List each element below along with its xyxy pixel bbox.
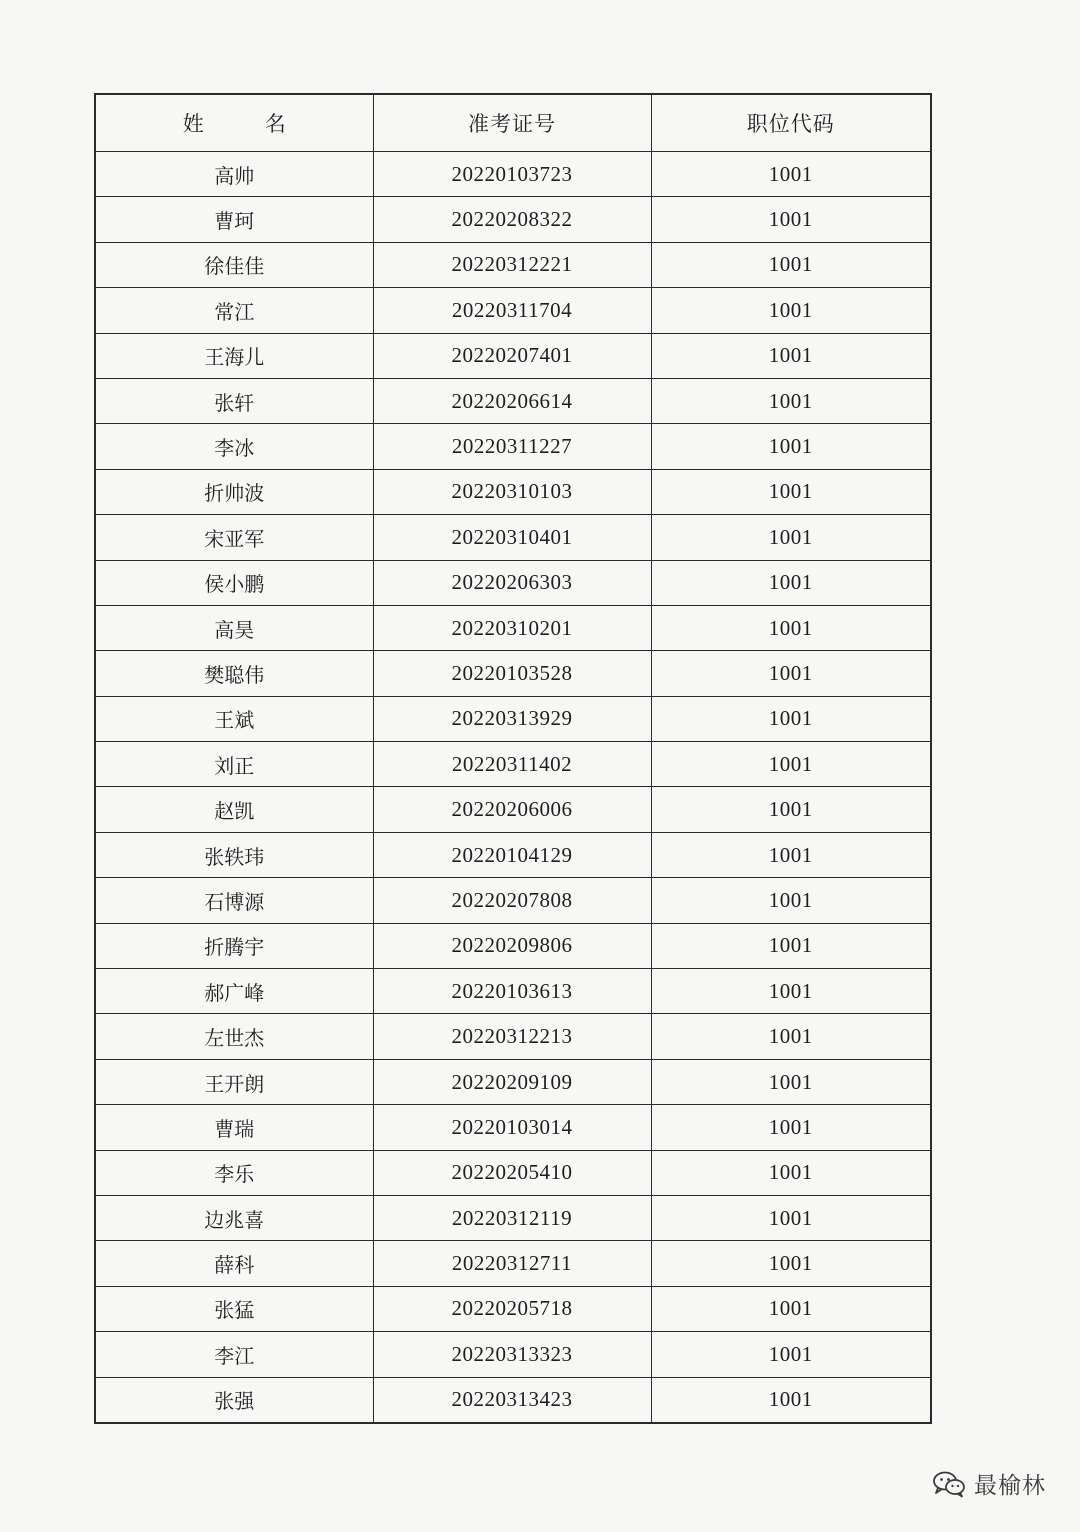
cell-position-code: 1001 — [651, 832, 931, 877]
cell-position-code: 1001 — [651, 424, 931, 469]
cell-exam-number: 20220313323 — [373, 1332, 651, 1377]
cell-exam-number: 20220313929 — [373, 696, 651, 741]
cell-position-code: 1001 — [651, 333, 931, 378]
table-row — [95, 242, 931, 287]
cell-exam-number: 20220205718 — [373, 1286, 651, 1331]
cell-position-code: 1001 — [651, 242, 931, 287]
table-row — [95, 1014, 931, 1059]
cell-position-code: 1001 — [651, 1332, 931, 1377]
table-header — [95, 94, 931, 152]
cell-position-code: 1001 — [651, 1014, 931, 1059]
cell-exam-number: 20220312221 — [373, 242, 651, 287]
cell-name: 王海儿 — [95, 333, 373, 378]
table-row — [95, 1241, 931, 1286]
cell-name: 张轶玮 — [95, 832, 373, 877]
cell-exam-number: 20220310401 — [373, 515, 651, 560]
table-row — [95, 696, 931, 741]
cell-exam-number: 20220103613 — [373, 969, 651, 1014]
cell-name: 郝广峰 — [95, 969, 373, 1014]
cell-exam-number: 20220311402 — [373, 742, 651, 787]
cell-position-code: 1001 — [651, 651, 931, 696]
cell-name: 曹珂 — [95, 197, 373, 242]
table-row — [95, 515, 931, 560]
cell-position-code: 1001 — [651, 605, 931, 650]
cell-name: 张猛 — [95, 1286, 373, 1331]
table-row — [95, 787, 931, 832]
cell-name: 石博源 — [95, 878, 373, 923]
cell-exam-number: 20220207808 — [373, 878, 651, 923]
table-row — [95, 1377, 931, 1423]
table-row — [95, 1195, 931, 1240]
cell-exam-number: 20220313423 — [373, 1377, 651, 1423]
cell-name: 宋亚军 — [95, 515, 373, 560]
cell-name: 曹瑞 — [95, 1105, 373, 1150]
cell-name: 赵凯 — [95, 787, 373, 832]
cell-exam-number: 20220103014 — [373, 1105, 651, 1150]
table-row — [95, 197, 931, 242]
cell-name: 李乐 — [95, 1150, 373, 1195]
table-row — [95, 1286, 931, 1331]
cell-exam-number: 20220209109 — [373, 1059, 651, 1104]
cell-name: 折帅波 — [95, 469, 373, 514]
cell-name: 王斌 — [95, 696, 373, 741]
header-row — [95, 94, 931, 152]
cell-name: 薛科 — [95, 1241, 373, 1286]
cell-exam-number: 20220104129 — [373, 832, 651, 877]
cell-position-code: 1001 — [651, 1059, 931, 1104]
cell-exam-number: 20220310201 — [373, 605, 651, 650]
table-row — [95, 1150, 931, 1195]
cell-exam-number: 20220209806 — [373, 923, 651, 968]
cell-position-code: 1001 — [651, 197, 931, 242]
cell-name: 李江 — [95, 1332, 373, 1377]
header-exam-number: 准考证号 — [373, 94, 651, 152]
cell-position-code: 1001 — [651, 288, 931, 333]
cell-exam-number: 20220205410 — [373, 1150, 651, 1195]
cell-name: 侯小鹏 — [95, 560, 373, 605]
watermark — [932, 1467, 1046, 1500]
cell-exam-number: 20220103528 — [373, 651, 651, 696]
cell-position-code: 1001 — [651, 696, 931, 741]
cell-name: 高帅 — [95, 152, 373, 197]
table-row — [95, 878, 931, 923]
table-row — [95, 1105, 931, 1150]
table-row — [95, 424, 931, 469]
cell-name: 常江 — [95, 288, 373, 333]
cell-exam-number: 20220312711 — [373, 1241, 651, 1286]
cell-position-code: 1001 — [651, 560, 931, 605]
cell-position-code: 1001 — [651, 742, 931, 787]
cell-exam-number: 20220207401 — [373, 333, 651, 378]
table-row — [95, 333, 931, 378]
cell-exam-number: 20220311227 — [373, 424, 651, 469]
cell-position-code: 1001 — [651, 515, 931, 560]
cell-position-code: 1001 — [651, 1241, 931, 1286]
cell-position-code: 1001 — [651, 469, 931, 514]
cell-name: 左世杰 — [95, 1014, 373, 1059]
table-row — [95, 288, 931, 333]
cell-position-code: 1001 — [651, 1105, 931, 1150]
cell-position-code: 1001 — [651, 378, 931, 423]
cell-position-code: 1001 — [651, 969, 931, 1014]
header-position-code: 职位代码 — [651, 94, 931, 152]
cell-name: 张轩 — [95, 378, 373, 423]
table-row — [95, 742, 931, 787]
cell-position-code: 1001 — [651, 152, 931, 197]
cell-position-code: 1001 — [651, 1150, 931, 1195]
table-row — [95, 152, 931, 197]
cell-name: 刘正 — [95, 742, 373, 787]
table-row — [95, 651, 931, 696]
cell-position-code: 1001 — [651, 1286, 931, 1331]
table-row — [95, 469, 931, 514]
table-row — [95, 1332, 931, 1377]
table-row — [95, 560, 931, 605]
wechat-icon — [932, 1470, 966, 1498]
table-row — [95, 832, 931, 877]
cell-name: 边兆喜 — [95, 1195, 373, 1240]
table-row — [95, 1059, 931, 1104]
cell-exam-number: 20220206303 — [373, 560, 651, 605]
cell-name: 高昊 — [95, 605, 373, 650]
table-row — [95, 923, 931, 968]
cell-position-code: 1001 — [651, 1377, 931, 1423]
cell-exam-number: 20220208322 — [373, 197, 651, 242]
cell-exam-number: 20220103723 — [373, 152, 651, 197]
table-row — [95, 378, 931, 423]
cell-name: 李冰 — [95, 424, 373, 469]
cell-position-code: 1001 — [651, 787, 931, 832]
cell-name: 张强 — [95, 1377, 373, 1423]
cell-name: 折腾宇 — [95, 923, 373, 968]
cell-exam-number: 20220206006 — [373, 787, 651, 832]
cell-exam-number: 20220310103 — [373, 469, 651, 514]
cell-position-code: 1001 — [651, 878, 931, 923]
cell-position-code: 1001 — [651, 1195, 931, 1240]
cell-name: 王开朗 — [95, 1059, 373, 1104]
table-row — [95, 605, 931, 650]
cell-exam-number: 20220311704 — [373, 288, 651, 333]
header-name: 姓 名 — [95, 94, 373, 152]
table-body — [95, 152, 931, 1423]
cell-position-code: 1001 — [651, 923, 931, 968]
cell-name: 徐佳佳 — [95, 242, 373, 287]
cell-exam-number: 20220206614 — [373, 378, 651, 423]
watermark-text: 最榆林 — [974, 1473, 1046, 1499]
cell-name: 樊聪伟 — [95, 651, 373, 696]
cell-exam-number: 20220312119 — [373, 1195, 651, 1240]
table-row — [95, 969, 931, 1014]
cell-exam-number: 20220312213 — [373, 1014, 651, 1059]
candidate-table — [94, 93, 932, 1424]
